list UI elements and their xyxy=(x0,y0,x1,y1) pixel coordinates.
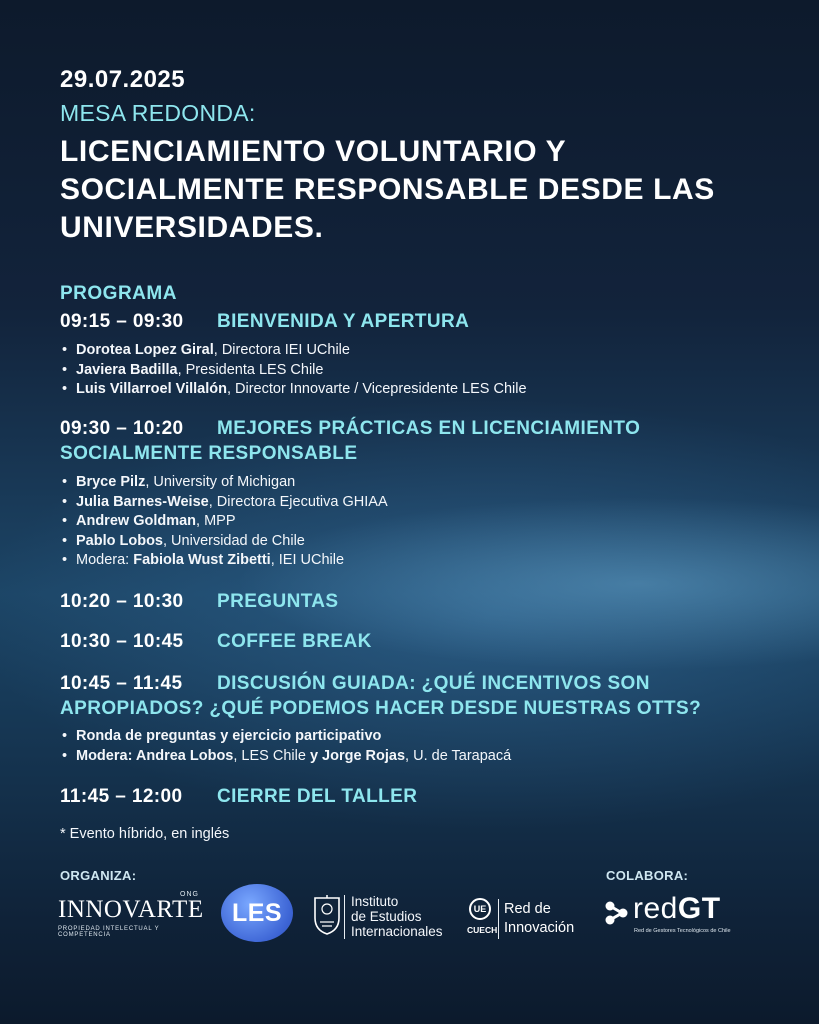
session-2-list xyxy=(62,473,762,571)
colabora-label: COLABORA: xyxy=(606,868,689,883)
list-item: • Pablo Lobos, Universidad de Chile xyxy=(62,532,762,552)
redgt-name: redGT xyxy=(633,892,721,925)
iei-divider xyxy=(344,895,345,939)
session-2 xyxy=(60,416,700,466)
session-title: PREGUNTAS xyxy=(217,591,339,612)
list-item: • Luis Villarroel Villalón, Director Innovarte / Vicepresidente LES Chile xyxy=(62,380,762,400)
session-title: DISCUSIÓN GUIADA: ¿QUÉ INCENTIVOS SON APROPIADOS? ¿QUÉ PODEMOS HACER DESDE NUESTRAS OTTS? xyxy=(60,673,702,719)
list-item: • Modera: Andrea Lobos, LES Chile y Jorge Rojas, U. de Tarapacá xyxy=(62,747,762,767)
iei-line: de Estudios xyxy=(351,909,422,924)
innovarte-ong: ONG xyxy=(180,891,199,898)
session-title: COFFEE BREAK xyxy=(217,631,372,652)
event-subtitle: MESA REDONDA: xyxy=(60,100,256,126)
cuech-divider xyxy=(498,899,499,939)
session-title: BIENVENIDA Y APERTURA xyxy=(217,311,470,332)
list-item: • Ronda de preguntas y ejercicio participativo xyxy=(62,727,762,747)
session-time: 10:20 – 10:30 xyxy=(60,591,184,612)
event-title xyxy=(60,133,780,247)
session-4 xyxy=(60,629,760,654)
session-1-list xyxy=(62,341,762,400)
programa-heading: PROGRAMA xyxy=(60,283,177,304)
iei-line: Instituto xyxy=(351,894,399,909)
list-item: • Julia Barnes-Weise, Directora Ejecutiva GHIAA xyxy=(62,493,762,513)
innovarte-logo xyxy=(58,891,208,946)
list-item: • Javiera Badilla, Presidenta LES Chile xyxy=(62,361,762,381)
cuech-mark-icon: UE xyxy=(469,898,491,920)
iei-logo-text xyxy=(351,894,443,939)
list-item: • Andrew Goldman, MPP xyxy=(62,512,762,532)
university-crest-icon xyxy=(312,894,342,936)
organiza-label: ORGANIZA: xyxy=(60,868,137,883)
network-nodes-icon xyxy=(604,898,630,928)
session-time: 09:30 – 10:20 xyxy=(60,418,184,439)
session-time: 10:30 – 10:45 xyxy=(60,631,184,652)
list-item: • Modera: Fabiola Wust Zibetti, IEI UChile xyxy=(62,551,762,571)
hybrid-note: * Evento híbrido, en inglés xyxy=(60,826,230,842)
cuech-line: Innovación xyxy=(504,920,575,936)
title-line: SOCIALMENTE RESPONSABLE DESDE LAS xyxy=(60,173,715,206)
innovarte-name: INNOVARTE xyxy=(58,896,204,923)
session-5 xyxy=(60,671,780,721)
session-time: 10:45 – 11:45 xyxy=(60,673,183,694)
session-6 xyxy=(60,784,760,809)
redgt-tagline: Red de Gestores Tecnológicos de Chile xyxy=(634,928,731,934)
list-item: • Bryce Pilz, University of Michigan xyxy=(62,473,762,493)
title-line: UNIVERSIDADES. xyxy=(60,211,324,244)
session-title: MEJORES PRÁCTICAS EN LICENCIAMIENTO SOCIALMENTE RESPONSABLE xyxy=(60,418,641,464)
list-item: • Dorotea Lopez Giral, Directora IEI UChile xyxy=(62,341,762,361)
session-time: 11:45 – 12:00 xyxy=(60,786,183,807)
title-line: LICENCIAMIENTO VOLUNTARIO Y xyxy=(60,135,567,168)
cuech-line: Red de xyxy=(504,901,551,917)
cuech-logo-text xyxy=(504,900,574,938)
innovarte-tagline: PROPIEDAD INTELECTUAL Y COMPETENCIA xyxy=(58,926,160,938)
event-date: 29.07.2025 xyxy=(60,66,186,93)
session-title: CIERRE DEL TALLER xyxy=(217,786,418,807)
session-1 xyxy=(60,309,760,334)
session-3 xyxy=(60,589,760,614)
session-time: 09:15 – 09:30 xyxy=(60,311,184,332)
session-5-list xyxy=(62,727,762,766)
iei-line: Internacionales xyxy=(351,924,443,939)
cuech-label: CUECH xyxy=(467,925,498,935)
les-logo xyxy=(221,884,293,942)
les-name: LES xyxy=(231,898,283,927)
